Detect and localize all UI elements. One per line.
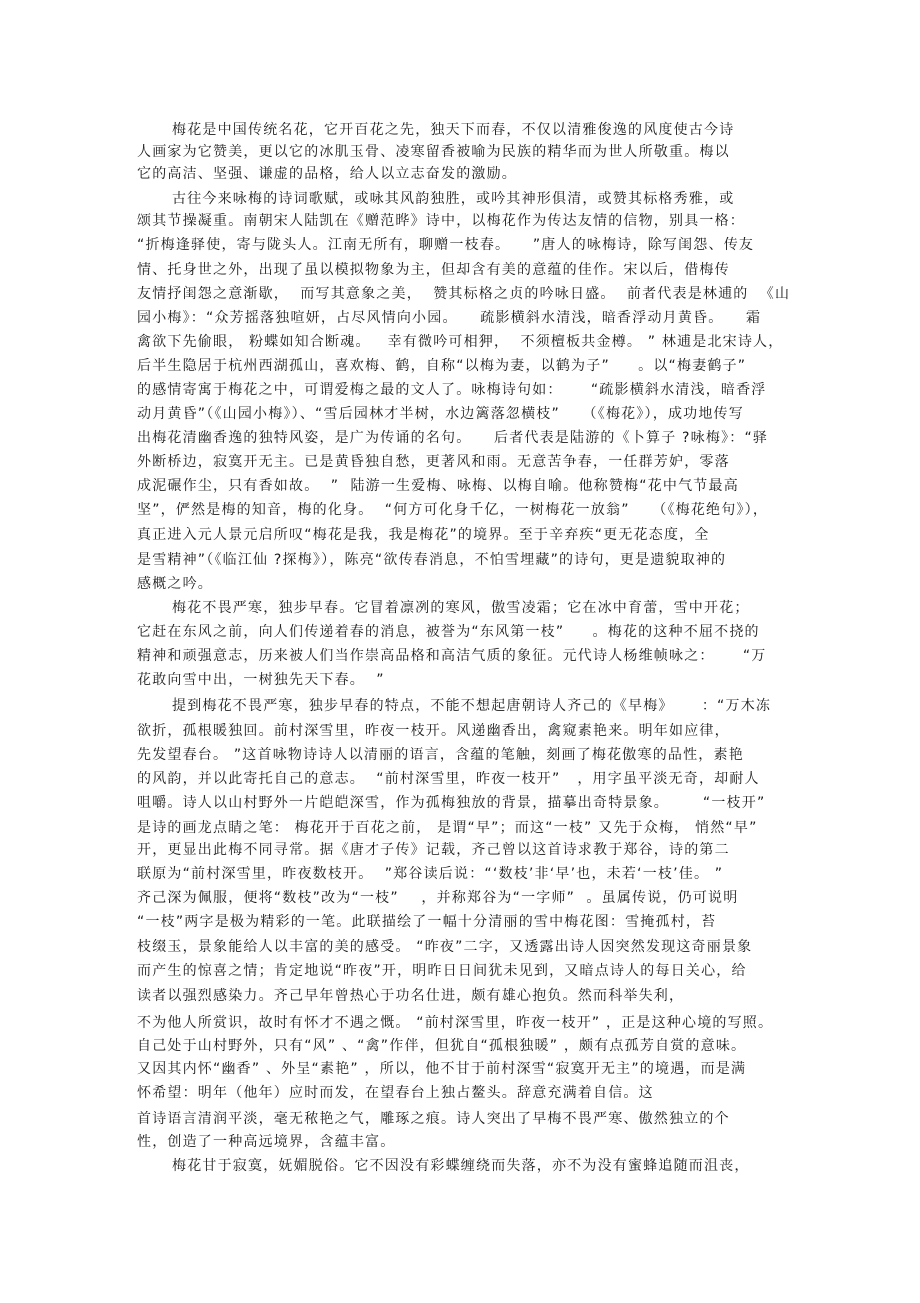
text-line: 园小梅》：“众芳摇落独喧妍，占尽风情向小园。 疏影横斜水清浅，暗香浮动月黄昏。 霜	[137, 310, 762, 326]
text-line: 联原为“前村深雪里，昨夜数枝开。 ”郑谷读后说：“‘数枝’非‘早’也，未若‘一枝’佳。 ”	[137, 866, 724, 882]
text-line: 而产生的惊喜之情；肯定地说“昨夜”开，明昨日日间犹未见到，又暗点诗人的每日关心，给	[137, 963, 747, 979]
text-line: 不为他人所赏识，故时有怀才不遇之慨。 “前村深雪里，昨夜一枝开” ，正是这种心境的写照。	[137, 1015, 774, 1031]
text-line: 后半生隐居于杭州西湖孤山，喜欢梅、鹤，自称“以梅为妻，以鹤为子” 。以“梅妻鹤子”	[137, 358, 747, 374]
text-line: 外断桥边，寂寞开无主。已是黄昏独自愁，更著风和雨。无意苦争春，一任群芳妒，零落	[137, 454, 730, 470]
text-line: 花敢向雪中出，一树独先天下春。 ”	[137, 672, 385, 688]
text-line: 情、托身世之外，出现了虽以模拟物象为主，但却含有美的意蕴的佳作。宋以后，借梅传	[137, 262, 730, 278]
text-line: 是诗的画龙点睛之笔： 梅花开于百花之前， 是谓“早”；而这“一枝” 又先于众梅， 悄然“早”	[137, 820, 758, 836]
text-line: 齐己深为佩服，便将“数枝”改为“一枝” ，并称郑谷为“一字师” 。虽属传说，仍可说明	[137, 890, 739, 906]
text-line: 咀嚼。诗人以山村野外一片皑皑深雪，作为孤梅独放的背景，描摹出奇特景象。 “一枝开”	[137, 795, 766, 811]
text-line: 首诗语言清润平淡，毫无秾艳之气，雕琢之痕。诗人突出了早梅不畏严寒、傲然独立的个	[137, 1111, 730, 1127]
text-line: 它的高洁、坚强、谦虚的品格，给人以立志奋发的激励。	[137, 166, 517, 182]
text-line: “折梅逢驿使，寄与陇头人。江南无所有，聊赠一枝春。 ”唐人的咏梅诗，除写闺怨、传友	[137, 237, 755, 253]
text-line: 出梅花清幽香逸的独特风姿，是广为传诵的名句。 后者代表是陆游的《卜算子 ?咏梅》：“驿	[137, 430, 769, 446]
text-line: 性，创造了一种高远境界，含蕴丰富。	[137, 1134, 396, 1150]
text-line: 读者以强烈感染力。齐己早年曾热心于功名仕进，颇有雄心抱负。然而科举失利，	[137, 988, 685, 1004]
paragraph-first-line: 梅花是中国传统名花，它开百花之先，独天下而春，不仅以清雅俊逸的风度使古今诗	[172, 122, 735, 138]
text-line: 它赶在东风之前，向人们传递着春的消息，被誉为“东风第一枝” 。梅花的这种不屈不挠的	[137, 624, 760, 640]
paragraph-first-line: 提到梅花不畏严寒，独步早春的特点，不能不想起唐朝诗人齐己的《早梅》 ：“万木冻	[172, 698, 772, 714]
text-line: 人画家为它赞美，更以它的冰肌玉骨、凌寒留香被喻为民族的精华而为世人所敬重。梅以	[137, 144, 730, 160]
text-line: 自己处于山村野外，只有“风” 、“禽”作伴，但犹自“孤根独暖” ，颇有点孤芳自赏的意味。	[137, 1038, 747, 1054]
text-line: 枝缀玉，景象能给人以丰富的美的感受。 “昨夜”二字，又透露出诗人因突然发现这奇丽景象	[137, 939, 753, 955]
text-line: 开，更显出此梅不同寻常。据《唐才子传》记载，齐己曾以这首诗求教于郑谷，诗的第二	[137, 842, 730, 858]
text-line: 欲折，孤根暖独回。前村深雪里，昨夜一枝开。风递幽香出，禽窥素艳来。明年如应律，	[137, 723, 730, 739]
text-line: 精神和顽强意志，历来被人们当作崇高品格和高洁气质的象征。元代诗人杨维帧咏之： “万	[137, 648, 767, 664]
text-line: 动月黄昏”（《山园小梅》）、“雪后园林才半树，水边篱落忽横枝” （《梅花》），成功地传写	[137, 406, 744, 422]
text-line: “一枝”两字是极为精彩的一笔。此联描绘了一幅十分清丽的雪中梅花图：雪掩孤村，苔	[137, 914, 717, 930]
text-line: 的感情寄寓于梅花之中，可谓爱梅之最的文人了。咏梅诗句如： “疏影横斜水清浅，暗香浮	[137, 382, 767, 398]
text-line: 成泥碾作尘，只有香如故。 ” 陆游一生爱梅、咏梅、以梅自喻。他称赞梅“花中气节最高	[137, 478, 739, 494]
text-line: 怀希望：明年（他年）应时而发，在望春台上独占鳌头。辞意充满着自信。这	[137, 1085, 654, 1101]
text-line: 是雪精神”（《临江仙 ?探梅》），陈亮“欲传春消息，不怕雪埋藏”的诗句，更是遗貌取神的	[137, 552, 727, 568]
text-line: 友情抒闺怨之意渐歇， 而写其意象之美， 赞其标格之贞的吟咏日盛。 前者代表是林逋的 《山	[137, 286, 791, 302]
text-line: 真正进入元人景元启所叹“梅花是我，我是梅花”的境界。至于辛弃疾“更无花态度，全	[137, 527, 710, 543]
text-line: 禽欲下先偷眼， 粉蝶如知合断魂。 幸有微吟可相狎， 不须檀板共金樽。 ” 林逋是北宋诗人，	[137, 334, 784, 350]
text-line: 又因其内怀“幽香” 、外呈“素艳” ，所以，他不甘于前村深雪“寂寞开无主”的境遇，而是满	[137, 1061, 747, 1077]
paragraph-first-line: 梅花甘于寂寞，妩媚脱俗。它不因没有彩蝶缠绕而失落，亦不为没有蜜蜂追随而沮丧，	[172, 1158, 750, 1174]
text-line: 颂其节操凝重。南朝宋人陆凯在《赠范晔》诗中，以梅花作为传达友情的信物，别具一格：	[137, 213, 745, 229]
paragraph-first-line: 古往今来咏梅的诗词歌赋，或咏其风韵独胜，或吟其神形俱清，或赞其标格秀雅，或	[172, 191, 735, 207]
text-line: 先发望春台。 ”这首咏物诗诗人以清丽的语言，含蕴的笔触，刻画了梅花傲寒的品性，素艳	[137, 747, 744, 763]
text-line: 的风韵，并以此寄托自己的意志。 “前村深雪里，昨夜一枝开” ，用字虽平淡无奇，却耐人	[137, 771, 760, 787]
text-line: 坚”，俨然是梅的知音，梅的化身。 “何方可化身千亿，一树梅花一放翁” （《梅花绝句》），	[137, 502, 769, 518]
text-line: 感概之吟。	[137, 576, 213, 592]
paragraph-first-line: 梅花不畏严寒，独步早春。它冒着凛冽的寒风，傲雪凌霜；它在冰中育蕾，雪中开花；	[172, 600, 750, 616]
